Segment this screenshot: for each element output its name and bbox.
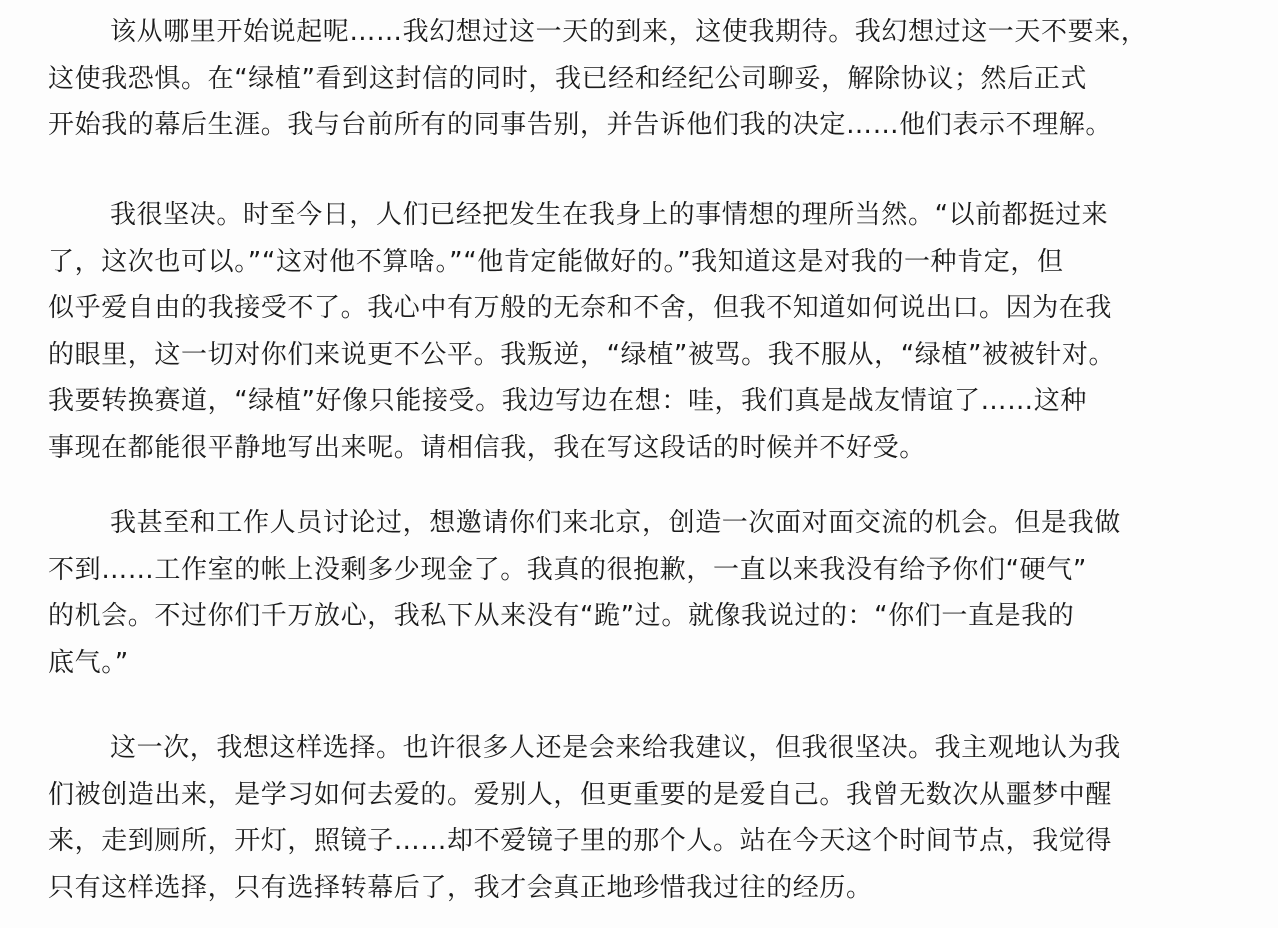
paragraph-2 (48, 192, 1238, 471)
paragraph-line: 的眼里，这一切对你们来说更不公平。我叛逆，“绿植”被骂。我不服从，“绿植”被被针对。 (48, 339, 1116, 370)
paragraph-line: 了，这次也可以。”“这对他不算啥。”“他肯定能做好的。”我知道这是对我的一种肯定，但 (48, 246, 1064, 277)
paragraph-line: 只有这样选择，只有选择转幕后了，我才会真正地珍惜我过往的经历。 (48, 872, 873, 903)
paragraph-line: 这使我恐惧。在“绿植”看到这封信的同时，我已经和经纪公司聊妥，解除协议；然后正式 (48, 63, 1087, 94)
paragraph-line: 我甚至和工作人员讨论过，想邀请你们来北京，创造一次面对面交流的机会。但是我做 (110, 508, 1121, 538)
paragraph-3 (48, 500, 1238, 686)
paragraph-line: 我要转换赛道，“绿植”好像只能接受。我边写边在想：哇，我们真是战友情谊了……这种 (48, 386, 1087, 416)
paragraph-line: 不到……工作室的帐上没剩多少现金了。我真的很抱歉，一直以来我没有给予你们“硬气” (48, 554, 1087, 585)
paragraph-line: 来，走到厕所，开灯，照镜子……却不爱镜子里的那个人。站在今天这个时间节点，我觉得 (48, 826, 1113, 856)
paragraph-line: 事现在都能很平静地写出来呢。请相信我，我在写这段话的时候并不好受。 (48, 432, 926, 463)
paragraph-line: 似乎爱自由的我接受不了。我心中有万般的无奈和不舍，但我不知道如何说出口。因为在我 (48, 293, 1113, 323)
paragraph-line: 这一次，我想这样选择。也许很多人还是会来给我建议，但我很坚决。我主观地认为我 (110, 733, 1121, 763)
paragraph-line: 开始我的幕后生涯。我与台前所有的同事告别，并告诉他们我的决定……他们表示不理解。 (48, 110, 1113, 140)
paragraph-4 (48, 725, 1238, 911)
paragraph-line: 的机会。不过你们千万放心，我私下从来没有“跪”过。就像我说过的：“你们一直是我的 (48, 601, 1075, 631)
paragraph-line: 我很坚决。时至今日，人们已经把发生在我身上的事情想的理所当然。“以前都挺过来 (110, 200, 1109, 230)
paragraph-line: 们被创造出来，是学习如何去爱的。爱别人，但更重要的是爱自己。我曾无数次从噩梦中醒 (48, 779, 1113, 810)
paragraph-line: 底气。” (48, 647, 129, 678)
paragraph-line: 该从哪里开始说起呢……我幻想过这一天的到来，这使我期待。我幻想过这一天不要来， (110, 17, 1148, 47)
paragraph-1 (48, 9, 1238, 149)
